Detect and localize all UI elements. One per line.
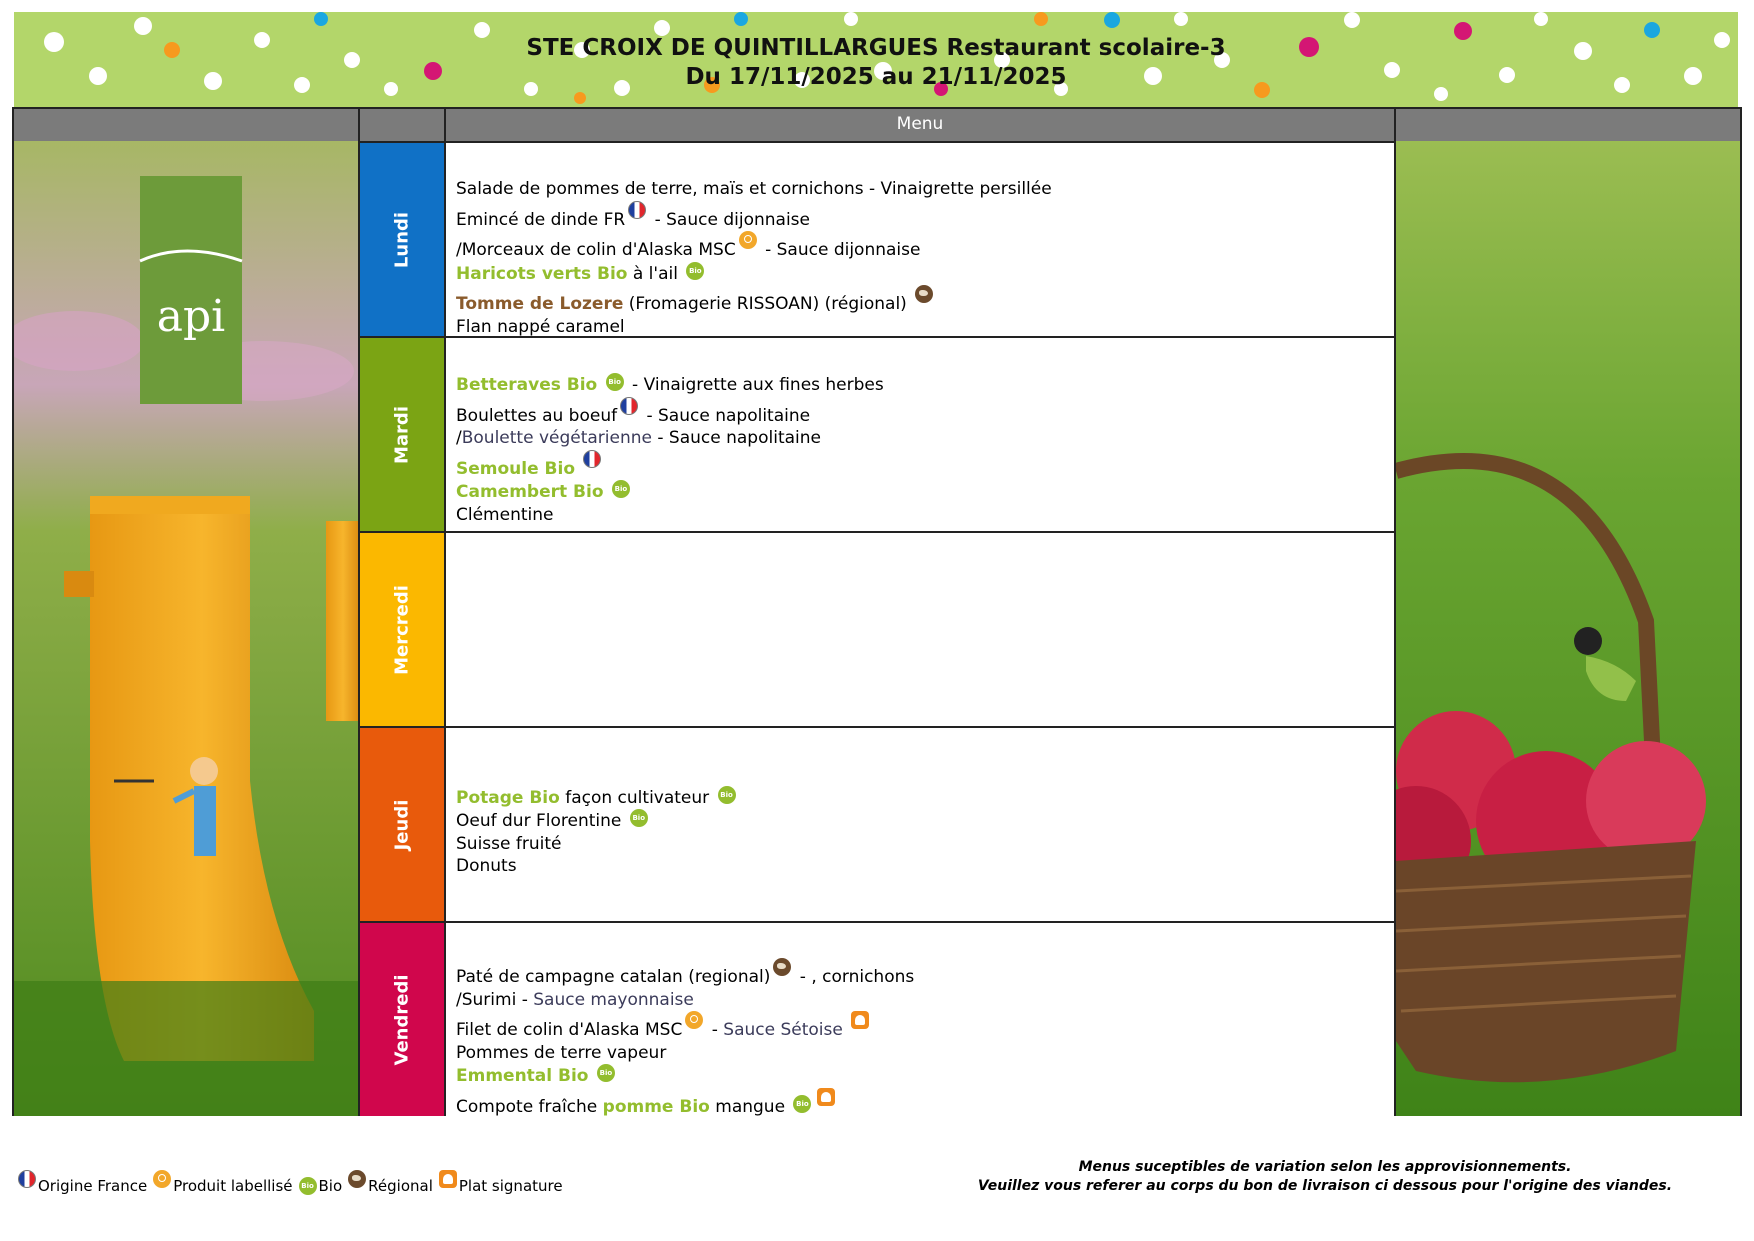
menu-text: Haricots verts Bio [456,263,628,284]
menu-item [456,855,1384,878]
menu-item [456,989,1384,1012]
bio-icon: Bio [718,786,736,804]
menu-item [456,1011,1384,1042]
flag-france-icon [628,201,646,219]
title-line-2: Du 17/11/2025 au 21/11/2025 [685,64,1067,90]
regional-icon [348,1170,366,1188]
menu-cell-mardi [446,336,1396,531]
menu-text: Pommes de terre vapeur [456,1042,667,1063]
flag-france-icon [620,397,638,415]
day-cell-mardi [360,336,446,531]
menu-text: pomme Bio [602,1096,710,1117]
bio-icon: Bio [612,480,630,498]
day-label: Mercredi [391,584,413,675]
menu-text: Potage Bio [456,787,560,808]
regional-icon [915,285,933,303]
legend-label: Origine France [38,1177,148,1195]
flag-france-icon [18,1170,36,1188]
menu-item [456,397,1384,428]
menu-item [456,373,1384,397]
polka-dot [1174,12,1188,26]
menu-text: façon cultivateur [559,787,715,808]
menu-item [456,1042,1384,1065]
menu-text: Paté de campagne catalan (regional) [456,967,771,987]
menu-item [456,427,1384,450]
menu-item [456,504,1384,527]
bio-icon: Bio [606,373,624,391]
menu-text: Semoule Bio [456,458,576,479]
menu-text: /Surimi - [456,989,534,1010]
menu-text: - , cornichons [794,967,915,987]
polka-dot [1034,12,1048,26]
menu-text: Oeuf dur Florentine [456,811,627,831]
menu-text: Compote fraîche [456,1096,603,1117]
left-decorative-image [14,141,360,1116]
menu-text: à l'ail [627,263,684,284]
regional-icon [773,958,791,976]
menu-text: Emincé de dinde FR [456,209,626,230]
polka-dot [1344,12,1360,28]
menu-item [456,833,1384,856]
day-label: Lundi [391,211,413,268]
header-cell-left [14,109,360,141]
legend-item [18,1170,147,1195]
menu-text: Salade de pommes de terre, maïs et cornichons - Vinaigrette persillée [456,179,1052,199]
menu-cell-mercredi [446,531,1396,726]
menu-text [597,375,602,395]
menu-text: Camembert Bio [456,482,604,502]
day-cell-mercredi [360,531,446,726]
polka-dot [1104,12,1120,28]
signature-icon [439,1170,457,1188]
menu-text: Sauce Sétoise [723,1020,843,1040]
page-title [14,34,1738,92]
polka-dot [314,12,328,26]
menu-text: - Sauce dijonnaise [759,240,921,260]
day-cell-vendredi [360,921,446,1116]
api-logo-text: api [156,291,226,342]
menu-column-header: Menu [446,109,1396,141]
bio-icon: Bio [793,1095,811,1113]
label-icon [153,1170,171,1188]
title-line-1: STE CROIX DE QUINTILLARGUES Restaurant scolaire-3 [526,35,1226,61]
polka-dot [134,17,152,35]
menu-text [575,459,580,479]
legend [18,1170,569,1195]
menu-item [456,1088,1384,1119]
menu-item [456,178,1384,201]
signature-icon [851,1011,869,1029]
footer-note-line-1: Menus suceptibles de variation selon les approvisionnements. [1078,1159,1572,1175]
menu-item [456,231,1384,262]
legend-item [299,1177,343,1195]
boots-illustration [14,141,360,1116]
menu-text: - Sauce napolitaine [641,405,811,426]
legend-label: Plat signature [458,1177,563,1195]
menu-item [456,480,1384,504]
flag-france-icon [583,450,601,468]
menu-text [843,1020,848,1040]
menu-text: Boulette végétarienne [461,428,652,448]
header-banner [14,12,1738,107]
menu-table [12,107,1742,1116]
menu-item [456,958,1384,989]
menu-text: Emmental Bio [456,1066,589,1086]
footer-note [960,1158,1690,1196]
footer-note-line-2: Veuillez vous referer au corps du bon de livraison ci dessous pour l'origine des viandes. [977,1178,1673,1194]
menu-text: Flan nappé caramel [456,316,625,337]
label-icon [685,1011,703,1029]
menu-text: - Sauce napolitaine [651,428,821,448]
menu-text: Suisse fruité [456,833,562,854]
polka-dot [844,12,858,26]
day-label: Vendredi [391,974,413,1065]
menu-item [456,316,1384,339]
menu-text: Filet de colin d'Alaska MSC [456,1020,683,1040]
header-cell-day [360,109,446,141]
bio-icon: Bio [630,809,648,827]
menu-text: - Sauce dijonnaise [649,209,810,230]
apple-basket-illustration [1396,141,1740,1116]
menu-item [456,786,1384,810]
right-decorative-image [1396,141,1740,1116]
day-label: Mardi [391,405,413,464]
day-cell-lundi [360,141,446,336]
legend-label: Bio [318,1177,343,1195]
signature-icon [817,1088,835,1106]
menu-cell-lundi [446,141,1396,336]
menu-text: Boulettes au boeuf [456,405,618,426]
menu-item [456,1064,1384,1088]
menu-cell-jeudi [446,726,1396,921]
menu-text: - [706,1020,724,1040]
menu-text: Sauce mayonnaise [533,989,694,1010]
menu-item [456,450,1384,481]
menu-text [604,482,609,502]
menu-text: Tomme de Lozere [456,294,624,314]
day-cell-jeudi [360,726,446,921]
menu-text: Clémentine [456,504,554,525]
day-label: Jeudi [391,799,413,850]
menu-text: /Morceaux de colin d'Alaska MSC [456,240,736,260]
polka-dot [1534,12,1548,26]
polka-dot [574,92,586,104]
menu-text [588,1066,593,1086]
label-icon [739,231,757,249]
menu-text: Betteraves Bio [456,375,598,395]
legend-item [153,1170,292,1195]
legend-item [348,1170,433,1195]
menu-text: mangue [709,1096,791,1117]
bio-icon: Bio [597,1064,615,1082]
bio-icon: Bio [686,262,704,280]
menu-item [456,262,1384,286]
menu-text: (Fromagerie RISSOAN) (régional) [623,294,913,314]
legend-label: Régional [368,1177,433,1195]
polka-dot [734,12,748,26]
legend-item [439,1170,563,1195]
menu-text: - Vinaigrette aux fines herbes [626,375,884,395]
menu-text: / [456,428,462,448]
header-cell-right [1396,109,1740,141]
legend-label: Produit labellisé [173,1177,293,1195]
menu-item [456,809,1384,833]
menu-item [456,201,1384,232]
menu-item [456,285,1384,316]
bio-icon: Bio [299,1177,317,1195]
menu-cell-vendredi [446,921,1396,1116]
menu-text: Donuts [456,856,517,876]
